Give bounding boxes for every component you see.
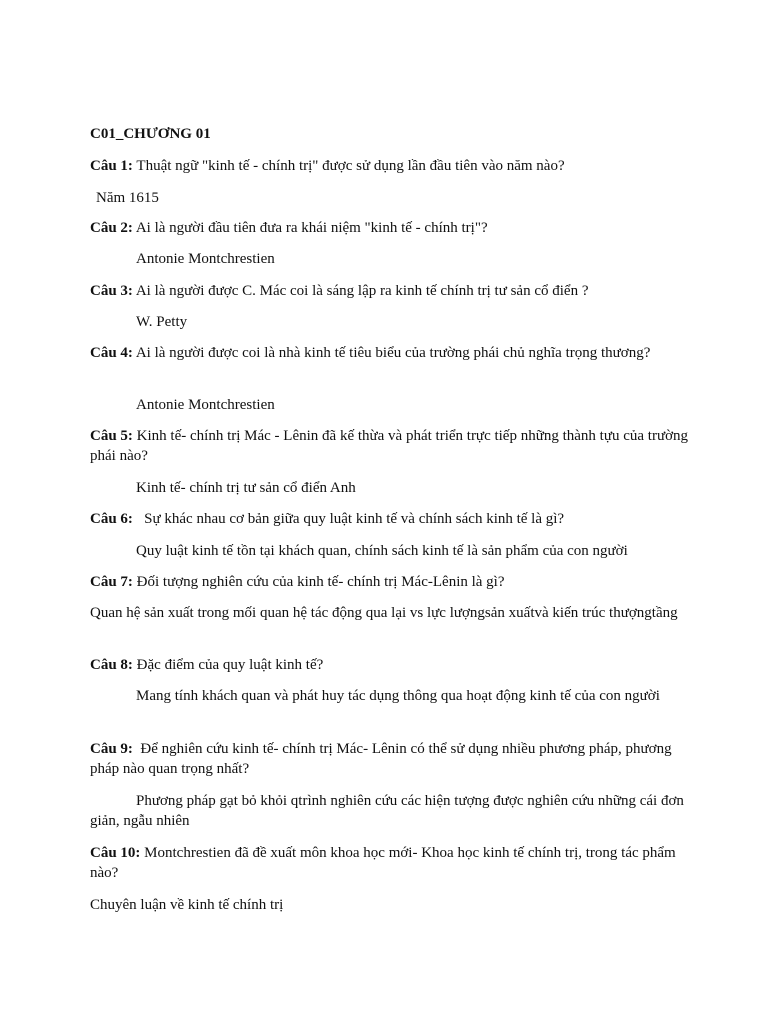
question-label: Câu 5: — [90, 428, 133, 444]
answer-5: Kinh tế- chính trị tư sản cổ điển Anh — [136, 480, 356, 496]
question-6 — [90, 509, 690, 529]
question-8 — [90, 655, 690, 675]
question-9 — [90, 739, 690, 779]
answer-7: Quan hệ sản xuất trong mối quan hệ tác động qua lại vs lực lượngsản xuấtvà kiến trúc thượngtầng — [90, 605, 678, 621]
question-text: Sự khác nhau cơ bản giữa quy luật kinh tế và chính sách kinh tế là gì? — [132, 511, 565, 527]
question-label: Câu 10: — [90, 845, 141, 861]
answer-8: Mang tính khách quan và phát huy tác dụng thông qua hoạt động kinh tế của con người — [136, 688, 660, 704]
answer-2: Antonie Montchrestien — [136, 251, 275, 267]
question-text: Ai là người được C. Mác coi là sáng lập ra kinh tế chính trị tư sản cổ điển ? — [132, 283, 589, 299]
question-text: Kinh tế- chính trị Mác - Lênin đã kế thừa và phát triển trực tiếp những thành tựu của trường phái nào? — [90, 428, 689, 464]
answer-1: Năm 1615 — [96, 190, 159, 206]
question-5 — [90, 426, 690, 466]
answer-10: Chuyên luận về kinh tế chính trị — [90, 897, 284, 913]
answer-6: Quy luật kinh tế tồn tại khách quan, chính sách kinh tế là sản phẩm của con người — [136, 543, 628, 559]
question-label: Câu 9: — [90, 741, 133, 757]
question-7 — [90, 572, 690, 592]
question-4 — [90, 343, 690, 363]
question-text: Để nghiên cứu kinh tế- chính trị Mác- Lênin có thể sử dụng nhiều phương pháp, phương pháp nào quan trọng nhất? — [90, 741, 676, 777]
question-text: Đối tượng nghiên cứu của kinh tế- chính trị Mác-Lênin là gì? — [132, 574, 505, 590]
question-1 — [90, 156, 690, 176]
question-label: Câu 1: — [90, 158, 133, 174]
question-10 — [90, 843, 690, 883]
question-text: Đặc điểm của quy luật kinh tế? — [132, 657, 324, 673]
question-text: Montchrestien đã đề xuất môn khoa học mới- Khoa học kinh tế chính trị, trong tác phẩm nào? — [90, 845, 676, 881]
question-text: Thuật ngữ "kinh tế - chính trị" được sử dụng lần đầu tiên vào năm nào? — [132, 158, 565, 174]
question-text: Ai là người được coi là nhà kinh tế tiêu biểu của trường phái chủ nghĩa trọng thương? — [132, 345, 651, 361]
answer-4: Antonie Montchrestien — [136, 397, 275, 413]
question-label: Câu 8: — [90, 657, 133, 673]
question-2 — [90, 218, 690, 238]
question-label: Câu 2: — [90, 220, 133, 236]
answer-9: Phương pháp gạt bỏ khỏi qtrình nghiên cứu các hiện tượng được nghiên cứu những cái đơn giản, ngẫu nhiên — [90, 793, 684, 829]
question-label: Câu 4: — [90, 345, 133, 361]
page-title: C01_CHƯƠNG 01 — [90, 126, 211, 142]
question-label: Câu 6: — [90, 511, 133, 527]
question-3 — [90, 281, 690, 301]
answer-3: W. Petty — [136, 314, 188, 330]
question-text: Ai là người đầu tiên đưa ra khái niệm "kinh tế - chính trị"? — [132, 220, 488, 236]
question-label: Câu 3: — [90, 283, 133, 299]
question-label: Câu 7: — [90, 574, 133, 590]
